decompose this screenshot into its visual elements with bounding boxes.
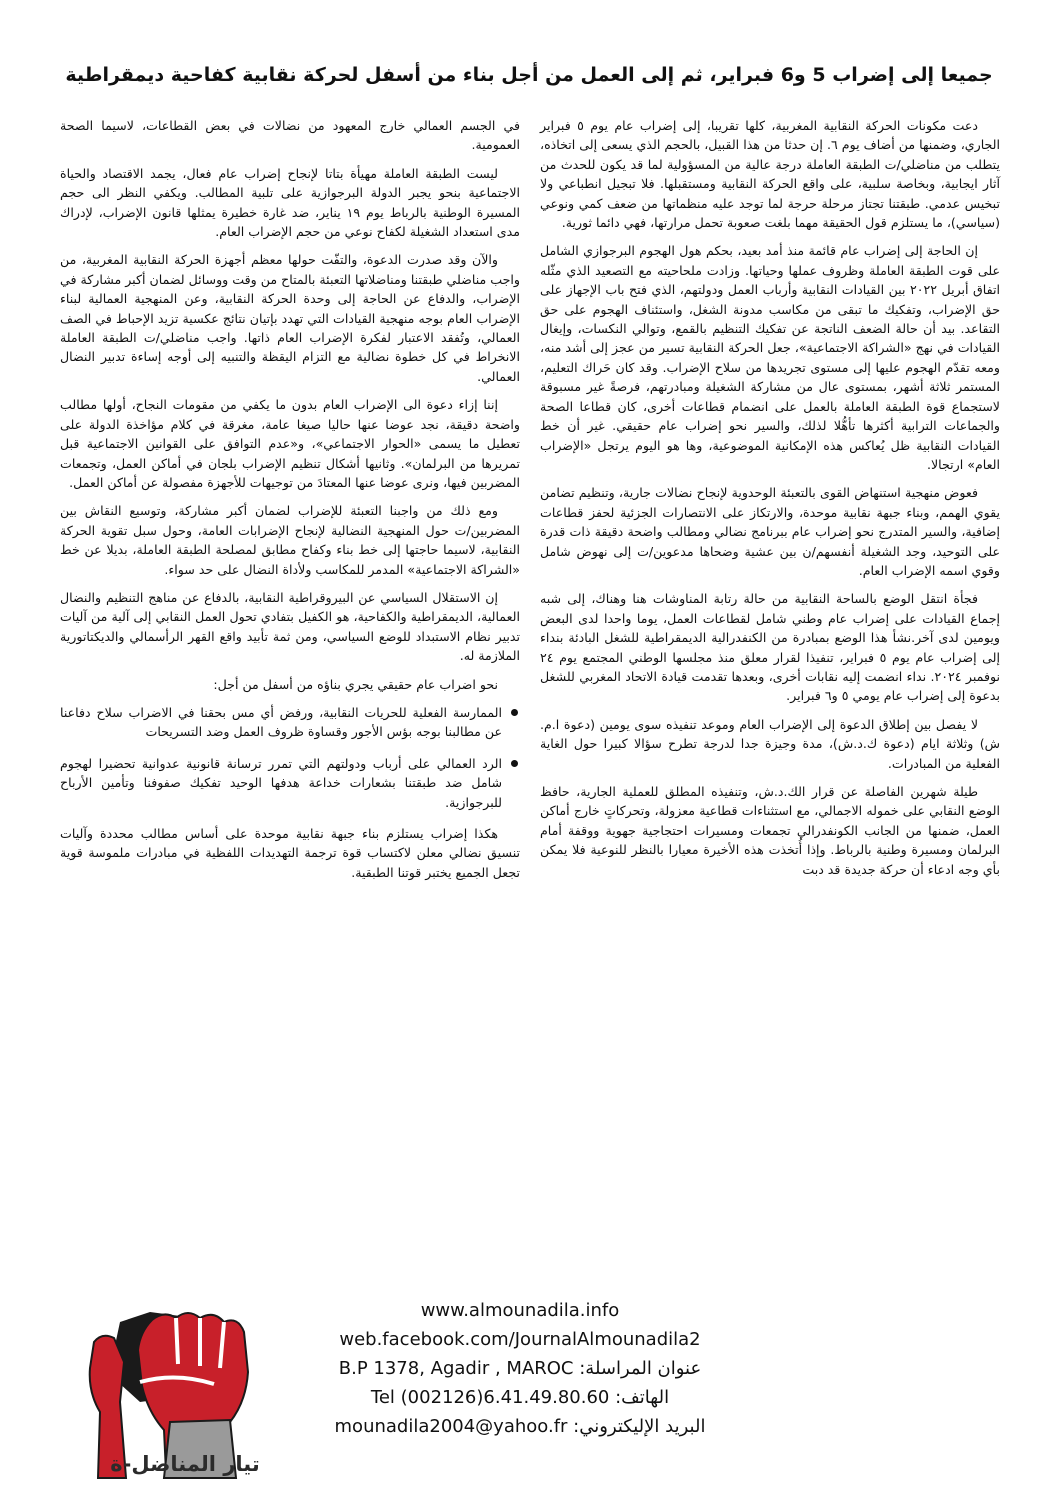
paragraph: لا يفصل بين إطلاق الدعوة إلى الإضراب العام وموعد تنفيذه سوى يومين (دعوة ا.م. ش) وثلاثة ايام (دعوة ك.د.ش)، مدة وجيزة جدا لدرجة تطرح سؤالا كبيرا حول الغاية الفعلية من المبادرات. xyxy=(540,716,1000,771)
paragraph: فجأة انتقل الوضع بالساحة النقابية من حالة رتابة المناوشات هنا وهناك، إلى شبه إجماع القيادات على إضراب عام وطني شامل لقطاعات العمل، يوما واحدا لدى البعض ويومين لدى آخر.نشأ هذا الوضع بمبادرة من الكنفدرالية الديمقراطية للشغل البادئة بنداء إلى إضراب عام يوم ٥ فبراير، تنفيذا لقرار معلق منذ مجلسها الوطني المجتمع يوم ٢٤ نوفمبر ٢٠٢٤. نداء انضمت إليه نقابات أخرى، وبعدها تقدمت قيادة الاتحاد المغربي للشغل بدعوة إلى إضراب عام يومي ٥ و٦ فبراير. xyxy=(540,591,1000,704)
paragraph: إن الاستقلال السياسي عن البيروقراطية النقابية، بالدفاع عن مناهج التنظيم والنضال العمالية، الديمقراطية والكفاحية، هو الكفيل بتفادي تحول العمل النقابي إلى آلية من آليات تدبير نظام الاستبداد للوضع السياسي، ومن ثمة تأبيد واقع القهر الرأسمالي والديكتاتورية الملازمة له. xyxy=(60,589,520,664)
contact-footer xyxy=(300,1296,740,1441)
phone-line xyxy=(300,1383,740,1412)
list-item xyxy=(60,703,520,742)
website-link[interactable]: www.almounadila.info xyxy=(420,1300,620,1321)
logo-caption: تيار المناضل-ة xyxy=(110,1452,260,1476)
document-title: جميعا إلى إضراب 5 و6 فبراير، ثم إلى العمل من أجل بناء من أسفل لحركة نقابية كفاحية ديمقراطية xyxy=(65,64,993,86)
bullet-icon xyxy=(511,709,518,716)
paragraph: دعت مكونات الحركة النقابية المغربية، كلها تقريبا، إلى إضراب عام يوم ٥ فبراير الجاري، وضمنها من أضاف يوم ٦. إن حدثا من هذا القبيل، بالحجم الذي يسعى إلى اتخاذه، يتطلب من مناضلي/ت الطبقة العاملة درجة عالية من المسؤولية لما قد يكون للحدث من آثار ايجابية، وبخاصة سلبية، على واقع الحركة النقابية ومستقبلها. فلا تبجيل انطباعي ولا تبخيس عدمي. طبقتنا تجتاز مرحلة حرجة لما توجد عليه منظماتها من ضعف كمي ونوعي (سياسي)، ما يستلزم قول الحقيقة مهما بلغت صعوبة تحمل مرارتها، فهي دائما ثورية. xyxy=(540,118,1000,231)
email-line xyxy=(300,1412,740,1441)
facebook-link[interactable]: web.facebook.com/JournalAlmounadila2 xyxy=(339,1329,701,1350)
bullet-icon xyxy=(511,760,518,767)
paragraph: والآن وقد صدرت الدعوة، والتفّت حولها معظم أجهزة الحركة النقابية المغربية، من واجب مناضلي طبقتنا ومناضلاتها التعبئة بالمتاح من وقت ووسائل لضمان أكبر مشاركة في الإضراب، والدفاع عن الحاجة إلى وحدة الحركة النقابية، وعن المنهجية العمالية لبناء الإضراب العام بوجه منهجية القيادات التي تهدد بإتيان نتائج عكسية تزيد الإحباط في الصف العمالي، وتُفقد الاعتبار لفكرة الإضراب العام ذاتها. واجب مناضلي/ت الطبقة العاملة الانخراط في كل خطوة نضالية مع التزام اليقظة والتنبيه إلى أوجه إساءة تدبير النضال العمالي. xyxy=(60,252,520,384)
demands-list xyxy=(60,703,520,812)
paragraph: ليست الطبقة العاملة مهيأة بتاتا لإنجاح إضراب عام فعال، يجمد الاقتصاد والحياة الاجتماعية بنحو يجبر الدولة البرجوازية على تلبية المطالب. ويكفي النظر الى حجم المسيرة الوطنية بالرباط يوم ١٩ يناير، ضد غارة خطيرة يمثلها قانون الإضراب، لإدراك مدى استعداد الشغيلة لكفاح نوعي من حجم الإضراب العام. xyxy=(60,165,520,240)
email-link[interactable]: mounadila2004@yahoo.fr xyxy=(334,1416,568,1437)
address-line xyxy=(300,1354,740,1383)
paragraph: طيلة شهرين الفاصلة عن قرار الك.د.ش، وتنفيذه المطلق للعملية الجارية، حافظ الوضع النقابي على خموله الاجمالي، مع استثناءات قطاعية معزولة، وتحركاتٍ خارج أماكن العمل، ضمنها من الجانب الكونفدرالي تجمعات ومسيرات احتجاجية جهوية ووقفة أمام البرلمان ومسيرة وطنية بالرباط. وإذا أُتخذت هذه الأخيرة معيارا بالنظر للنوعية فلا يمكن بأي وجه ادعاء أن حركة جديدة قد دبت xyxy=(540,784,1000,877)
paragraph: في الجسم العمالي خارج المعهود من نضالات في بعض القطاعات، لاسيما الصحة العمومية. xyxy=(60,118,520,153)
email-label: البريد الإليكتروني: xyxy=(573,1416,706,1437)
paragraph: فعوض منهجية استنهاض القوى بالتعبئة الوحدوية لإنجاح نضالات جارية، وتنظيم تضامن يقوي الهمم، وبناء جبهة نقابية موحدة، والارتكاز على الانتصارات الجزئية لحفز قطاعات إضافية، والسير المتدرج نحو إضراب عام ببرنامج نضالي ومطالب واضحة دقيقة ذات قدرة على التوحيد، وجد الشغيلة أنفسهم/ن بين عشية وضحاها مدعوين/ت إلى نهوض شامل وقوي اسمه الإضراب العام. xyxy=(540,485,1000,578)
list-item-text: الرد العمالي على أرباب ودولتهم التي تمرر ترسانة قانونية عدوانية تحضيرا لهجوم شامل ضد طبقتنا بشعارات خداعة هدفها الوحيد تفكيك صفوفنا وتأمين الأرباح للبرجوازية. xyxy=(60,755,502,810)
address-value: B.P 1378, Agadir , MAROC xyxy=(338,1358,574,1379)
phone-label: الهاتف: xyxy=(615,1387,670,1408)
left-column xyxy=(60,116,520,891)
phone-value: Tel (002126)6.41.49.80.60 xyxy=(370,1387,610,1408)
list-item xyxy=(60,754,520,812)
paragraph: إن الحاجة إلى إضراب عام قائمة منذ أمد بعيد، بحكم هول الهجوم البرجوازي الشامل على قوت الطبقة العاملة وظروف عملها وحياتها. وزادت ملحاحيته مع التصعيد الذي مثّله اتفاق أبريل ٢٠٢٢ بين القيادات النقابية وأرباب العمل ودولتهم، الذي فتح باب الإجهاز على حق الإضراب، وتفكيك ما تبقى من مكاسب مدونة الشغل، واستئناف الهجوم على حق التقاعد. بيد أن حالة الضعف الناتجة عن تفكيك التنظيم بالقمع، وتوالي النكسات، وإيغال القيادات في نهج «الشراكة الاجتماعية»، جعل الحركة النقابية تسير من عجز إلى أشد منه، ومعه تقدّم الهجوم عليها إلى مستوى تجريدها من سلاح الإضراب. وقد كان حَراك التعليم، المستمر ثلاثة أشهر، بمستوى عال من مشاركة الشغيلة ومبادرتهم، فرصةً غير مسبوقة لاستجماع قوة الطبقة العاملة بالعمل على انضمام قطاعات أخرى، كان قطاعا الصحة والجماعات الترابية أكثرها تأهُّلا لذلك، والسير نحو إضراب عام حقيقي. غير أن خط القيادات النقابية ظل يُعاكس هذه الإمكانية الموضوعية، وها هو اليوم يرتجل «الإضراب العام» ارتجالا. xyxy=(540,243,1000,472)
list-item-text: الممارسة الفعلية للحريات النقابية، ورفض أي مس بحقنا في الاضراب سلاح دفاعنا عن مطالبنا بوجه بؤس الأجور وقساوة ظروف العمل وضد التسريحات xyxy=(60,704,502,740)
right-column xyxy=(540,116,1000,888)
paragraph: ومع ذلك من واجبنا التعبئة للإضراب لضمان أكبر مشاركة، وتوسيع النقاش بين المضربين/ت حول المنهجية النضالية لإنجاح الإضرابات العامة، وحول سبل تقوية الحركة النقابية، لاسيما حاجتها إلى خط بناء وكفاح مطابق لمصلحة الطبقة العاملة، بديلا عن خط «الشراكة الاجتماعية» المدمر للمكاسب ولأداة النضال على حد سواء. xyxy=(60,503,520,577)
address-label: عنوان المراسلة: xyxy=(579,1358,702,1379)
bullet-intro: نحو اضراب عام حقيقي يجري بناؤه من أسفل من أجل: xyxy=(213,676,498,692)
closing-paragraph: هكذا إضراب يستلزم بناء جبهة نقابية موحدة على أساس مطالب محددة وآليات تنسيق نضالي معلن لاكتساب قوة ترجمة التهديدات اللفظية في مبادرات ملموسة قوية تجعل الجميع يختبر قوتنا الطبقية. xyxy=(60,826,520,880)
paragraph: إننا إزاء دعوة الى الإضراب العام بدون ما يكفي من مقومات النجاح، أولها مطالب واضحة دقيقة، نجد عوضا عنها حاليا صيغا عامة، مغرقة في كلام مؤاخذة الدولة على تعطيل ما يسمى «الحوار الاجتماعي»، و«عدم التوافق على القوانين الاجتماعية قبل تمريرها من البرلمان». وثانيها أشكال تنظيم الإضراب بلجان في أماكن العمل، وتجمعات المضربين فيها، ونرى عوضا عنها المعتادَ من توجيهات للأجهزة مفصولة عن أماكن العمل. xyxy=(60,397,520,490)
